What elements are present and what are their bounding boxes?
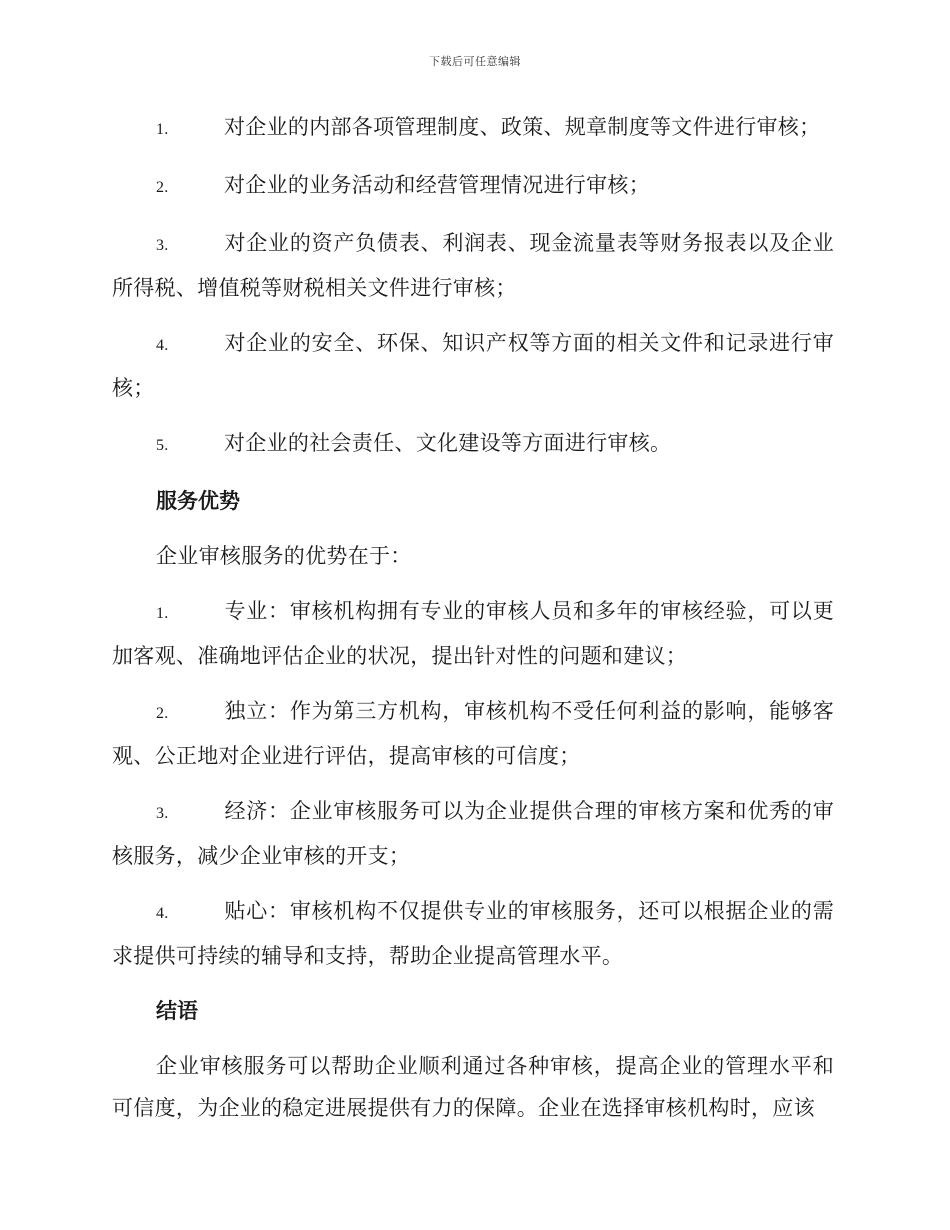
list-item [112,106,834,151]
list-number: 1. [156,121,169,138]
list-number: 4. [156,337,169,354]
list-item [112,590,834,677]
list-number: 4. [156,905,169,922]
list-text: 专业：审核机构拥有专业的审核人员和多年的审核经验，可以更加客观、准确地评估企业的状况，提出针对性的问题和建议； [112,599,834,668]
list-text: 对企业的社会责任、文化建设等方面进行审核。 [224,431,672,455]
list-text: 贴心：审核机构不仅提供专业的审核服务，还可以根据企业的需求提供可持续的辅导和支持，帮助企业提高管理水平。 [112,899,834,968]
list-number: 5. [156,437,169,454]
page-header: 下载后可任意编辑 [429,55,521,68]
section-heading: 结语 [156,999,198,1023]
list-number: 2. [156,179,169,196]
list-number: 1. [156,605,169,622]
list-item [112,890,834,977]
list-text: 独立：作为第三方机构，审核机构不受任何利益的影响，能够客观、公正地对企业进行评估，提高审核的可信度； [112,699,834,768]
list-number: 2. [156,705,169,722]
list-item [112,222,834,309]
list-text: 经济：企业审核服务可以为企业提供合理的审核方案和优秀的审核服务，减少企业审核的开支； [112,799,834,868]
list-text: 对企业的安全、环保、知识产权等方面的相关文件和记录进行审核； [112,331,834,400]
list-text: 对企业的内部各项管理制度、政策、规章制度等文件进行审核； [224,115,821,139]
list-item [112,322,834,409]
list-text: 对企业的业务活动和经营管理情况进行审核； [224,173,650,197]
list-text: 对企业的资产负债表、利润表、现金流量表等财务报表以及企业所得税、增值税等财税相关文件进行审核； [112,231,834,300]
list-item [112,790,834,877]
section-heading: 服务优势 [156,489,240,513]
list-item [112,164,834,209]
list-number: 3. [156,805,169,822]
section-intro: 企业审核服务的优势在于： [156,544,412,568]
list-number: 3. [156,237,169,254]
document-body [112,106,834,1142]
conclusion-paragraph: 企业审核服务可以帮助企业顺利通过各种审核，提高企业的管理水平和可信度，为企业的稳定进展提供有力的保障。企业在选择审核机构时，应该 [112,1054,834,1120]
list-item [112,690,834,777]
list-item [112,422,834,467]
